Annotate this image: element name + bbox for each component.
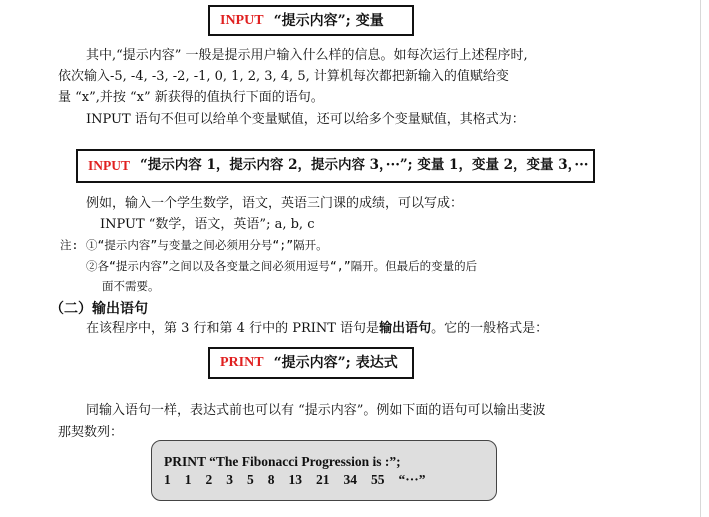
para1-line1: 其中,“提示内容” 一般是提示用户输入什么样的信息。如每次运行上述程序时,	[86, 48, 528, 63]
para3-bold: 输出语句	[379, 321, 432, 336]
para2: INPUT 语句不但可以给单个变量赋值，还可以给多个变量赋值，其格式为：	[86, 112, 525, 127]
fibonacci-sequence	[164, 471, 496, 489]
print-syntax-box	[208, 347, 414, 379]
print-keyword: PRINT	[220, 355, 264, 370]
code-line-1: PRINT “The Fibonacci Progression is :”;	[164, 454, 401, 469]
example-code: INPUT “数学，语文，英语”; a, b, c	[100, 217, 315, 232]
seq-number: 1	[164, 472, 171, 487]
seq-number: 8	[267, 472, 275, 487]
note-item-2-line1: ②各“提示内容”之间以及各变量之间必须用逗号“,”隔开。但最后的变量的后	[86, 259, 478, 273]
input-multi-syntax-box	[76, 149, 595, 183]
seq-number: 5	[247, 472, 254, 487]
seq-number: 2	[205, 472, 213, 487]
para1-line3: 量 “x”,并按 “x” 新获得的值执行下面的语句。	[58, 90, 324, 105]
seq-number: 13	[288, 472, 302, 487]
input-syntax-rest: “提示内容”; 变量	[273, 12, 384, 29]
para4-line1: 同输入语句一样，表达式前也可以有 “提示内容”。例如下面的语句可以输出斐波	[86, 403, 546, 418]
para3	[86, 320, 548, 337]
input-multi-keyword: INPUT	[88, 158, 131, 174]
para1-line2: 依次输入-5, -4, -3, -2, -1, 0, 1, 2, 3, 4, 5, 计算机每次都把新输入的值赋给变	[58, 69, 509, 84]
seq-number: 55	[371, 472, 385, 487]
seq-tail: “···”	[398, 472, 426, 487]
page-edge-line	[700, 0, 701, 517]
seq-number: 1	[184, 472, 192, 487]
input-syntax-box	[208, 5, 414, 36]
para3-post: 。它的一般格式是：	[431, 321, 549, 336]
input-keyword: INPUT	[220, 12, 264, 28]
seq-number: 34	[343, 472, 357, 487]
note-item-1: ①“提示内容”与变量之间必须用分号“;”隔开。	[86, 238, 328, 252]
input-multi-syntax-rest: “提示内容 1，提示内容 2，提示内容 3，···”; 变量 1，变量 2，变量 3，···	[140, 157, 589, 174]
seq-number: 21	[316, 472, 330, 487]
para4-line2: 那契数列：	[58, 425, 124, 440]
section-heading: （二）输出语句	[50, 301, 148, 317]
note-label: 注:	[60, 238, 79, 252]
para3-pre: 在该程序中，第 3 行和第 4 行中的 PRINT 语句是	[86, 321, 380, 336]
seq-number: 3	[226, 472, 233, 487]
note-item-2-line2: 面不需要。	[102, 279, 160, 293]
example-line: 例如，输入一个学生数学，语文，英语三门课的成绩，可以写成：	[86, 196, 464, 211]
fibonacci-code-box	[151, 440, 497, 501]
print-syntax-rest: “提示内容”; 表达式	[273, 355, 398, 371]
